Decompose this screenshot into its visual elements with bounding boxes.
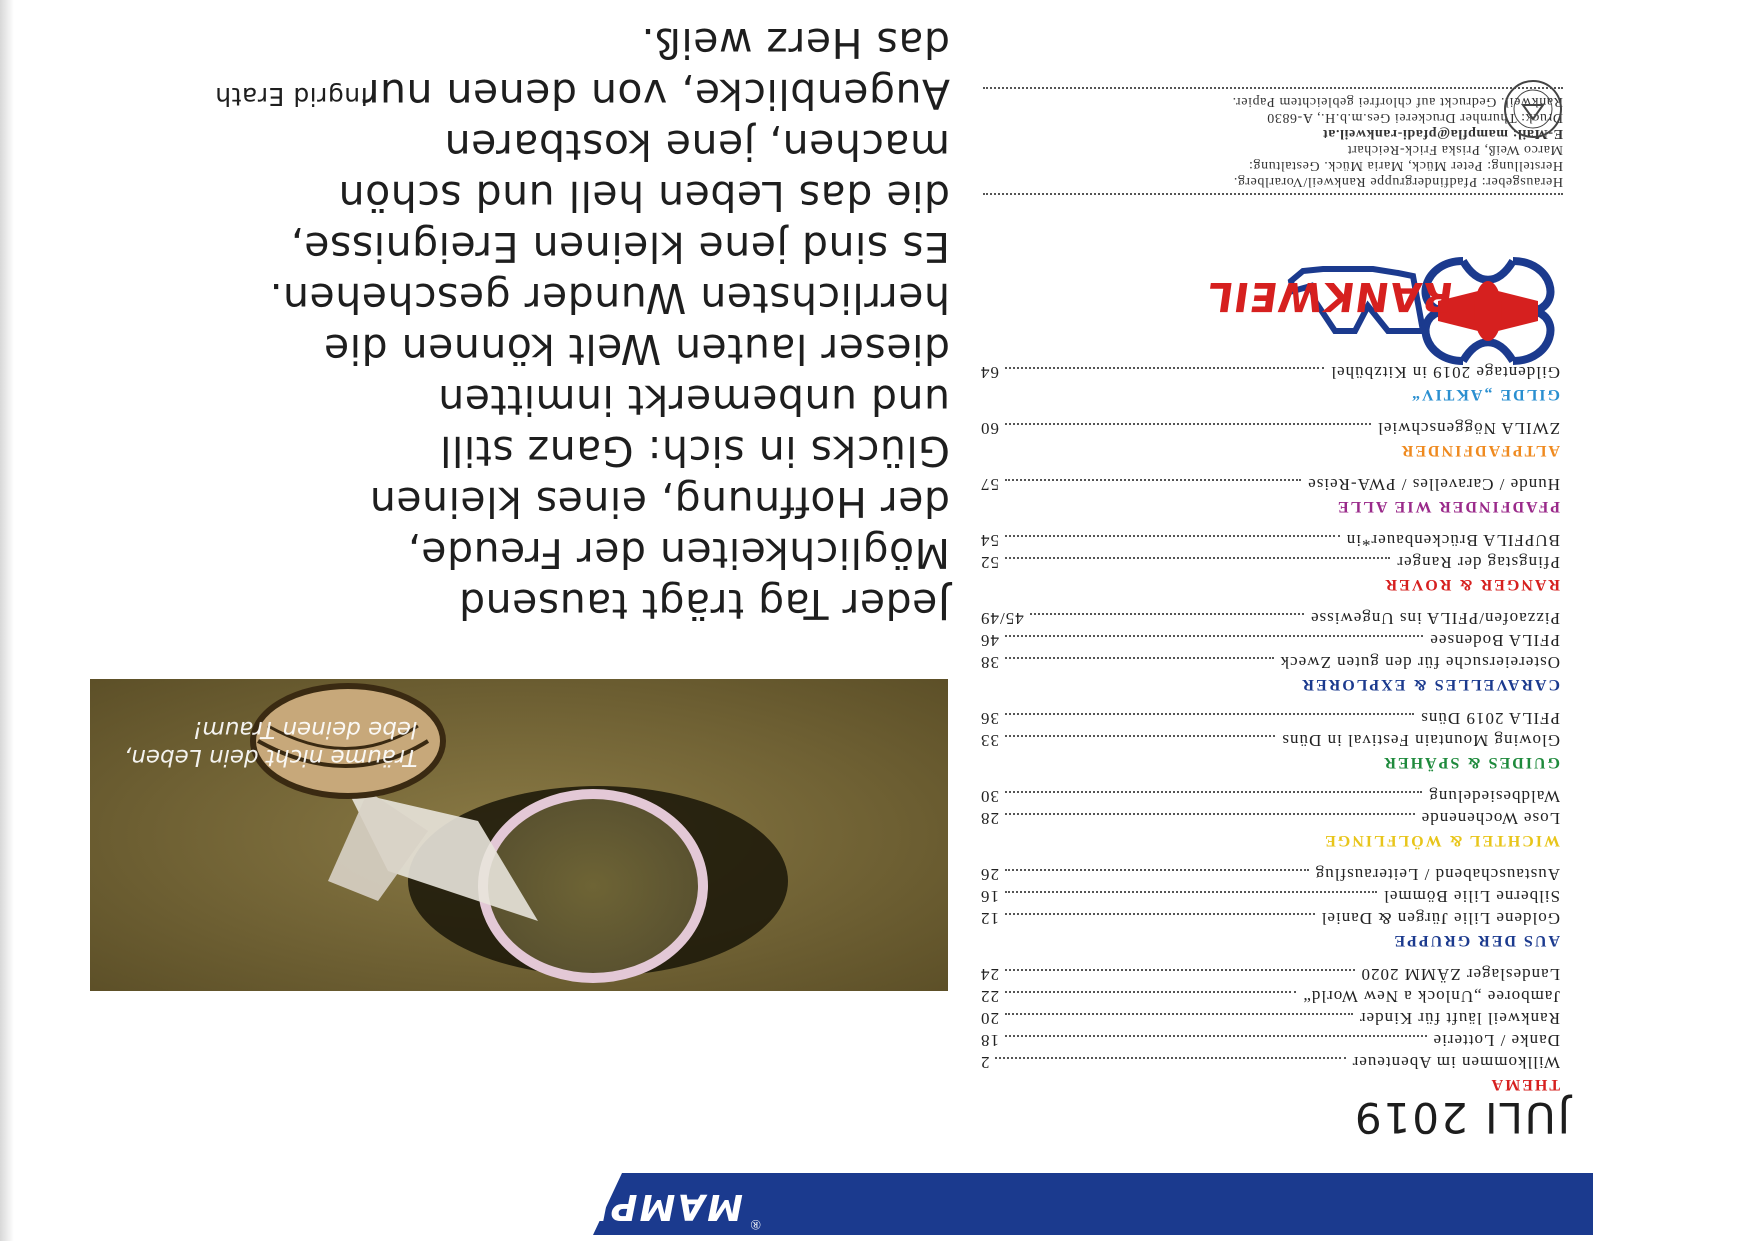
quote-line: dieser lauten Welt können die bbox=[323, 325, 950, 373]
toc-dot-leader bbox=[1005, 813, 1415, 815]
quote-line: herrlichsten Wunder geschehen. bbox=[269, 274, 950, 322]
issue-date: JULI 2019 bbox=[1352, 1093, 1570, 1142]
toc-dot-leader bbox=[1005, 367, 1324, 369]
header-bar bbox=[593, 1173, 1753, 1235]
toc-entry bbox=[980, 651, 1560, 673]
toc-dot-leader bbox=[996, 1057, 1346, 1059]
quote-line: Jeder Tag trägt tausend bbox=[458, 580, 950, 628]
quote-line: das Herz weiß. bbox=[640, 19, 950, 67]
imprint-line: Marco Weiß, Priska Frick-Reichart bbox=[1347, 142, 1563, 157]
toc-entry bbox=[980, 707, 1560, 729]
toc-entry-title: Danke / Lotterie bbox=[1432, 1031, 1560, 1050]
toc-entry-page: 45/49 bbox=[980, 609, 1024, 628]
toc-dot-leader bbox=[1030, 613, 1304, 615]
toc-entry-title: Pfingstag der Ranger bbox=[1396, 553, 1560, 572]
photo-caption-line1: Träume nicht dein Leben, bbox=[124, 744, 418, 770]
toc-entry-title: Pizzaofen/PFILA ins Ungewisse bbox=[1310, 609, 1560, 628]
toc-entry-title: Rankweil läuft für Kinder bbox=[1358, 1009, 1560, 1028]
toc-dot-leader bbox=[1005, 791, 1422, 793]
toc-entry-page: 36 bbox=[980, 709, 999, 728]
toc-entry-page: 60 bbox=[980, 419, 999, 438]
imprint-line: Druck: Thurnher Druckerei Ges.m.b.H., A-6830 bbox=[1266, 110, 1563, 125]
logo-wordmark: RANKWEIL bbox=[1203, 273, 1457, 319]
section-label: INHALT bbox=[373, 1197, 471, 1222]
toc-entry bbox=[980, 417, 1560, 439]
toc-dot-leader bbox=[1005, 479, 1301, 481]
toc-entry-page: 20 bbox=[980, 1009, 999, 1028]
toc-entry bbox=[980, 785, 1560, 807]
toc-dot-leader bbox=[1005, 535, 1340, 537]
toc-entry-page: 12 bbox=[980, 909, 999, 928]
imprint-top-rule bbox=[983, 193, 1563, 195]
toc-section-heading: ALTPFADFINDER bbox=[1399, 442, 1560, 459]
toc-entry-title: ZWILA Nöggenschwiel bbox=[1377, 419, 1560, 438]
toc-entry-title: Ostereiersuche für den guten Zweck bbox=[1279, 653, 1560, 672]
toc-dot-leader bbox=[1005, 1035, 1427, 1037]
toc-entry bbox=[980, 963, 1560, 985]
toc-dot-leader bbox=[1005, 869, 1309, 871]
quote-line: machen, jene kostbaren bbox=[444, 121, 950, 169]
toc-entry bbox=[980, 607, 1560, 629]
imprint-line: Herausgeber: Pfadfindergruppe Rankweil/Vorarlberg. bbox=[1233, 174, 1563, 189]
imprint-line: E-Mail: mampfla@pfadi-rankweil.at bbox=[1322, 126, 1563, 141]
toc-dot-leader bbox=[1005, 891, 1377, 893]
toc-section-heading: GILDE „AKTIV“ bbox=[1409, 386, 1560, 403]
toc-entry bbox=[980, 1029, 1560, 1051]
toc-entry-page: 30 bbox=[980, 787, 999, 806]
toc-section-heading: CARAVELLES & EXPLORER bbox=[1300, 676, 1560, 693]
registered-mark: ® bbox=[750, 1216, 761, 1231]
quote-line: Augenblicke, von denen nur bbox=[362, 70, 950, 118]
toc-dot-leader bbox=[1005, 657, 1274, 659]
toc-entry-page: 2 bbox=[980, 1053, 990, 1072]
page-edge-shadow bbox=[0, 0, 14, 1241]
toc-dot-leader bbox=[1005, 713, 1414, 715]
toc-entry-page: 46 bbox=[980, 631, 999, 650]
toc-section-heading: RANGER & ROVER bbox=[1383, 576, 1560, 593]
toc-dot-leader bbox=[1005, 635, 1423, 637]
brand-logo: MAMPFLA bbox=[527, 1186, 743, 1227]
imprint bbox=[983, 83, 1563, 199]
toc-entry-page: 28 bbox=[980, 809, 999, 828]
toc-entry-page: 33 bbox=[980, 731, 999, 750]
toc-entry-title: Willkommen im Abenteuer bbox=[1351, 1053, 1560, 1072]
imprint-lines bbox=[983, 93, 1563, 189]
toc-entry-title: Silberne Lilie Bömmel bbox=[1383, 887, 1560, 906]
toc-entry-title: Gildentage 2019 in Kitzbühel bbox=[1330, 363, 1560, 382]
imprint-line: Herstellung: Peter Mück, Maria Mück. Gestaltung: bbox=[1248, 158, 1563, 173]
toc-entry bbox=[980, 1007, 1560, 1029]
toc-entry-page: 54 bbox=[980, 531, 999, 550]
photo-caption bbox=[124, 715, 417, 771]
quote-line: Möglichkeiten der Freude, bbox=[407, 529, 950, 577]
toc-dot-leader bbox=[1005, 913, 1315, 915]
quote-line: die das Leben hell und schön bbox=[338, 172, 950, 220]
toc-entry-title: Goldene Lilie Jürgen & Daniel bbox=[1320, 909, 1560, 928]
toc-dot-leader bbox=[1005, 423, 1371, 425]
toc-entry-page: 64 bbox=[980, 363, 999, 382]
rankweil-logo bbox=[1203, 251, 1573, 371]
toc-section-heading: PFADFINDER WIE ALLE bbox=[1335, 498, 1560, 515]
quote-line: und unbemerkt inmitten bbox=[437, 376, 950, 424]
toc-entry-title: BUPFILA Brückenbauer*in bbox=[1345, 531, 1560, 550]
toc-entry-page: 16 bbox=[980, 887, 999, 906]
toc-entry-title: Jamboree „Unlock a New World“ bbox=[1302, 987, 1560, 1006]
paper-seal-icon bbox=[1501, 77, 1565, 141]
toc-entry bbox=[980, 629, 1560, 651]
toc-entry-title: PFILA Bodensee bbox=[1429, 631, 1560, 650]
toc-entry-page: 18 bbox=[980, 1031, 999, 1050]
toc-entry-page: 22 bbox=[980, 987, 999, 1006]
header-bar-gap bbox=[1593, 1173, 1753, 1235]
toc-entry-page: 38 bbox=[980, 653, 999, 672]
toc-dot-leader bbox=[1005, 969, 1355, 971]
toc-entry-page: 57 bbox=[980, 475, 999, 494]
cover-photo-shells bbox=[90, 679, 948, 991]
toc-dot-leader bbox=[1005, 735, 1275, 737]
toc-section-heading: THEMA bbox=[1489, 1076, 1560, 1093]
toc-section-heading: GUIDES & SPÄHER bbox=[1382, 754, 1560, 771]
toc-entry bbox=[980, 885, 1560, 907]
toc-entry-page: 26 bbox=[980, 865, 999, 884]
toc-entry-title: Hunde / Caravelles / PWA-Reise bbox=[1307, 475, 1560, 494]
quote-line: Es sind jene kleinen Ereignisse, bbox=[290, 223, 950, 271]
toc-entry bbox=[980, 807, 1560, 829]
photo-caption-line2: lebe deinen Traum! bbox=[193, 716, 418, 742]
toc-section-heading: AUS DER GRUPPE bbox=[1392, 932, 1560, 949]
toc-entry-title: Lose Wochenende bbox=[1420, 809, 1560, 828]
toc-entry bbox=[980, 907, 1560, 929]
toc-dot-leader bbox=[1005, 1013, 1353, 1015]
toc-entry bbox=[980, 529, 1560, 551]
toc-entry bbox=[980, 729, 1560, 751]
toc-dot-leader bbox=[1005, 991, 1296, 993]
quote-text bbox=[70, 17, 950, 629]
toc-entry-title: Landeslager ZÄMM 2020 bbox=[1360, 965, 1560, 984]
toc-section-heading: WICHTEL & WÖLFLINGE bbox=[1323, 832, 1560, 849]
toc-entry-title: PFILA 2019 Düns bbox=[1420, 709, 1560, 728]
quote-line: der Hoffnung, eines kleinen bbox=[369, 478, 950, 526]
imprint-line: Rankweil. Gedruckt auf chlorfrei gebleichtem Papier. bbox=[1232, 94, 1563, 109]
toc-entry-page: 52 bbox=[980, 553, 999, 572]
toc-entry-page: 24 bbox=[980, 965, 999, 984]
table-of-contents bbox=[980, 361, 1560, 1093]
toc-entry-title: Austauschabend / Leiterausflug bbox=[1314, 865, 1560, 884]
toc-entry bbox=[980, 863, 1560, 885]
toc-entry-title: Glowing Mountain Festival in Düns bbox=[1281, 731, 1560, 750]
toc-entry-title: Waldbesiedelung bbox=[1428, 787, 1560, 806]
imprint-bottom-rule bbox=[983, 87, 1563, 89]
toc-dot-leader bbox=[1005, 557, 1390, 559]
toc-entry bbox=[980, 551, 1560, 573]
quote-line: Glücks in sich: Ganz still bbox=[439, 427, 950, 475]
toc-entry bbox=[980, 985, 1560, 1007]
toc-entry bbox=[980, 473, 1560, 495]
quote-author: Ingrid Erath bbox=[214, 82, 368, 111]
toc-entry bbox=[980, 1051, 1560, 1073]
